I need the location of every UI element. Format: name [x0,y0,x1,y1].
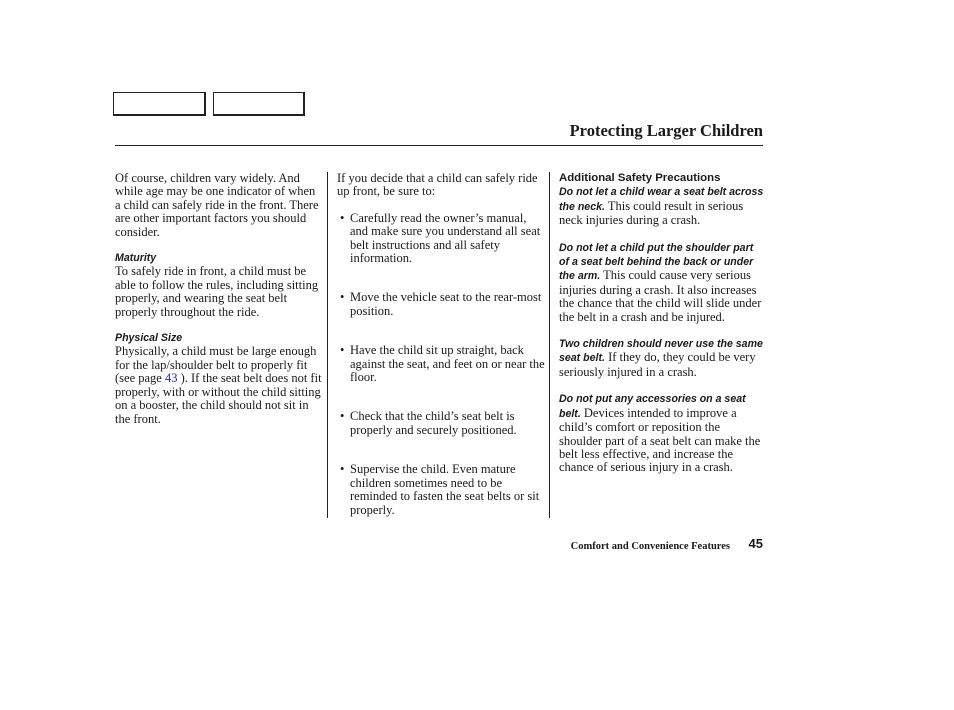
precaution-text: This could cause very serious injuries during a crash. It also increases the chance that the child will slide under the belt in a crash and be injured. [559,268,762,324]
page-title: Protecting Larger Children [569,121,763,140]
page-43-link[interactable]: 43 [164,371,178,386]
list-item: • Carefully read the owner’s manual, and make sure you understand all seat belt instructions and all safety information. [337,212,545,266]
page-number: 45 [748,536,763,551]
physical-size-text-end: ). If the seat belt does not fit properly, with or without the child sitting on a booster, the child should not sit in the front. [115,371,322,426]
intro-paragraph: Of course, children vary widely. And while age may be one indicator of when a child can safely ride in the front. There are other important factors you should consider. [115,171,319,239]
precaution-lead: Do not let a child wear a seat belt across the neck. [559,186,764,213]
column-divider-2 [549,172,550,518]
column-left [115,172,323,426]
footer-section-title: Comfort and Convenience Features [570,541,730,552]
precaution-item [559,185,765,227]
column-divider-1 [327,172,328,518]
list-item: • Supervise the child. Even mature children sometimes need to be reminded to fasten the seat belts or sit properly. [337,463,545,517]
checklist-intro: If you decide that a child can safely ride up front, be sure to: [337,171,538,199]
maturity-paragraph: To safely ride in front, a child must be able to follow the rules, including sitting properly, and wearing the seat belt properly throughout the ride. [115,264,319,319]
precaution-item [559,337,765,379]
precaution-text: If they do, they could be very seriously injured in a crash. [559,350,756,379]
title-divider [115,145,763,146]
precaution-item [559,392,765,474]
maturity-heading: Maturity [115,252,157,265]
column-right [559,172,765,475]
physical-size-text-start: Physically, a child must be large enough for the lap/shoulder belt to properly fit (see page [115,344,317,386]
nav-next-button[interactable] [213,92,305,116]
precaution-lead: Do not put any accessories on a seat belt. [559,393,746,420]
list-item: • Check that the child’s seat belt is properly and securely positioned. [337,410,545,437]
precaution-lead: Do not let a child put the shoulder part of a seat belt behind the back or under the arm. [559,241,754,283]
precaution-text: Devices intended to improve a child’s comfort or reposition the shoulder part of a seat belt can make the belt less effective, and increase the chance of serious injury in a crash. [559,405,761,475]
list-item: • Move the vehicle seat to the rear-most position. [337,291,545,318]
list-item: • Have the child sit up straight, back against the seat, and feet on or near the floor. [337,344,545,384]
precautions-heading: Additional Safety Precautions [559,172,721,184]
physical-size-paragraph [115,345,323,425]
column-middle [337,172,545,543]
nav-previous-button[interactable] [113,92,206,116]
physical-size-heading: Physical Size [115,332,183,345]
checklist [337,212,545,517]
precaution-text: This could result in serious neck injuries during a crash. [559,198,744,228]
precaution-item [559,241,765,324]
precaution-lead: Two children should never use the same seat belt. [559,338,763,365]
